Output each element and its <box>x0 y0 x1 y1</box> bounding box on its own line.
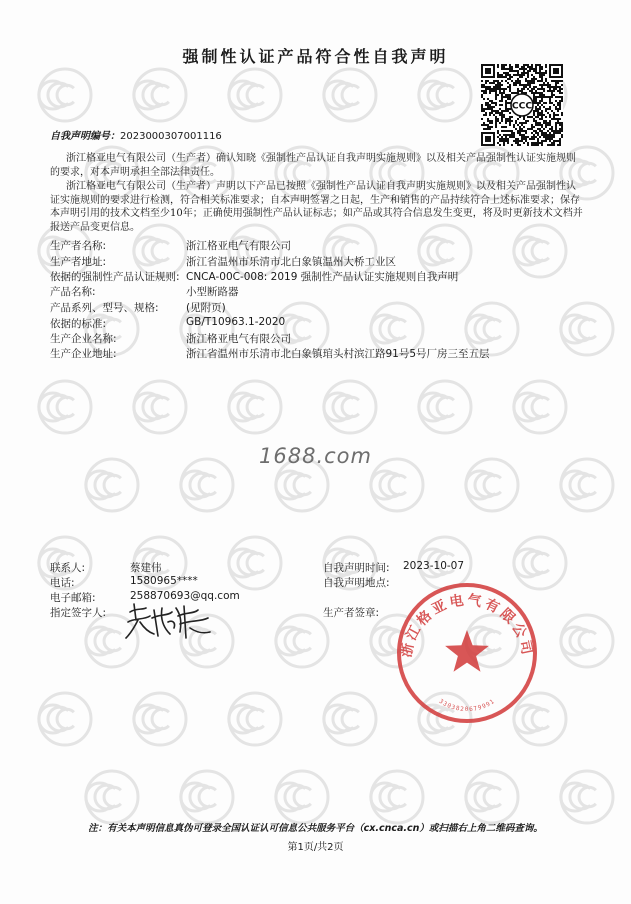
ccc-mark-icon <box>466 459 518 511</box>
svg-text:3303820679991 <box>438 698 497 713</box>
declaration-number-value: 2023000307001116 <box>120 131 222 142</box>
ccc-mark-icon <box>39 693 91 745</box>
ccc-mark-icon <box>86 771 138 823</box>
contact-value: 蔡建伟 <box>130 562 162 574</box>
ccc-mark-icon <box>134 381 186 433</box>
field-label-certification-rule: 依据的强制性产品认证规则: <box>50 271 180 283</box>
ccc-mark-icon <box>276 771 328 823</box>
ccc-mark-icon <box>324 693 376 745</box>
document-title: 强制性认证产品符合性自我声明 <box>182 47 449 66</box>
ccc-mark-icon <box>276 615 328 667</box>
ccc-mark-icon <box>561 303 613 355</box>
field-label-product-series: 产品系列、型号、规格: <box>50 302 159 314</box>
email-value[interactable]: 258870693@qq.com <box>130 590 240 602</box>
seal-company-text: 浙江格亚电气有限公司 <box>398 592 536 659</box>
seal-number: 3303820679991 <box>437 697 497 714</box>
page-number: 第1页/共2页 <box>287 842 344 853</box>
ccc-mark-icon <box>229 381 281 433</box>
signer-label: 指定签字人: <box>50 607 107 619</box>
field-label-manufacturer-name: 生产者名称: <box>50 240 107 252</box>
field-value-enterprise-name: 浙江格亚电气有限公司 <box>186 333 291 345</box>
ccc-mark-icon <box>419 381 471 433</box>
field-label-enterprise-address: 生产企业地址: <box>50 348 117 360</box>
ccc-mark-icon <box>371 459 423 511</box>
contact-label: 联系人: <box>50 562 86 574</box>
ccc-mark-icon <box>229 69 281 121</box>
1688-watermark: 1688.com <box>259 444 372 468</box>
paragraph-acknowledgement: 浙江格亚电气有限公司（生产者）确认知晓《强制性产品认证自我声明实施规则》以及相关产品强制性认证实施规则的要求，对本声明承担全部法律责任。 <box>50 153 576 178</box>
field-label-manufacturer-address: 生产者地址: <box>50 256 107 268</box>
field-value-standard: GB/T10963.1-2020 <box>186 316 286 328</box>
ccc-mark-icon <box>371 771 423 823</box>
field-value-product-name: 小型断路器 <box>186 286 239 298</box>
field-value-certification-rule: CNCA-00C-008: 2019 强制性产品认证实施规则自我声明 <box>186 271 459 283</box>
ccc-mark-icon <box>419 69 471 121</box>
field-value-manufacturer-name: 浙江格亚电气有限公司 <box>186 240 291 252</box>
svg-text:CCC: CCC <box>511 100 533 112</box>
ccc-mark-icon <box>466 771 518 823</box>
handwritten-signature <box>124 598 214 646</box>
ccc-mark-icon <box>561 615 613 667</box>
field-label-standard: 依据的标准: <box>50 318 107 330</box>
ccc-mark-icon <box>86 459 138 511</box>
paragraph-declaration: 浙江格亚电气有限公司（生产者）声明以下产品已按照《强制性产品认证自我声明实施规则》以及相关产品强制性认证实施规则的要求进行检测，符合相关标准要求；自本声明签署之日起，生产和销售的产品持续符合上述标准要求；保存本声明引用的技术文档至少10年；正确使用强制性产品认证标志；如产品或其符合信息发生变更，将及时更新技术文档并报送产品变更信息。 <box>50 181 583 233</box>
field-label-enterprise-name: 生产企业名称: <box>50 333 117 345</box>
declaration-number <box>50 127 222 142</box>
phone-value: 1580965**** <box>130 575 198 587</box>
field-label-product-name: 产品名称: <box>50 286 96 298</box>
seal-label: 生产者签章: <box>323 607 380 619</box>
ccc-mark-icon <box>324 69 376 121</box>
ccc-mark-icon <box>39 381 91 433</box>
qr-code-icon[interactable] <box>481 64 563 146</box>
ccc-mark-icon <box>561 459 613 511</box>
ccc-mark-icon <box>229 693 281 745</box>
email-label: 电子邮箱: <box>50 592 96 604</box>
ccc-mark-icon <box>514 381 566 433</box>
declaration-place-label: 自我声明地点: <box>323 577 390 589</box>
field-value-product-series: (见附页) <box>186 302 226 314</box>
company-seal <box>392 578 542 728</box>
ccc-mark-icon <box>134 69 186 121</box>
ccc-mark-icon <box>561 771 613 823</box>
ccc-mark-icon <box>134 693 186 745</box>
ccc-mark-icon <box>39 69 91 121</box>
ccc-mark-icon <box>181 459 233 511</box>
field-value-manufacturer-address: 浙江省温州市乐清市北白象镇温州大桥工业区 <box>186 256 396 268</box>
declaration-number-label: 自我声明编号： <box>50 131 120 142</box>
footer-note: 注：有关本声明信息真伪可登录全国认证认可信息公共服务平台（cx.cnca.cn）或扫描右上角二维码查询。 <box>88 823 543 834</box>
ccc-mark-icon <box>229 537 281 589</box>
phone-label: 电话: <box>50 577 75 589</box>
ccc-mark-icon <box>181 771 233 823</box>
declaration-time-label: 自我声明时间: <box>323 562 390 574</box>
ccc-mark-icon <box>324 381 376 433</box>
field-value-enterprise-address: 浙江省温州市乐清市北白象镇琯头村滨江路91号5号厂房三至五层 <box>186 348 490 360</box>
seal-star-icon <box>445 630 489 672</box>
declaration-time-value: 2023-10-07 <box>403 560 465 572</box>
